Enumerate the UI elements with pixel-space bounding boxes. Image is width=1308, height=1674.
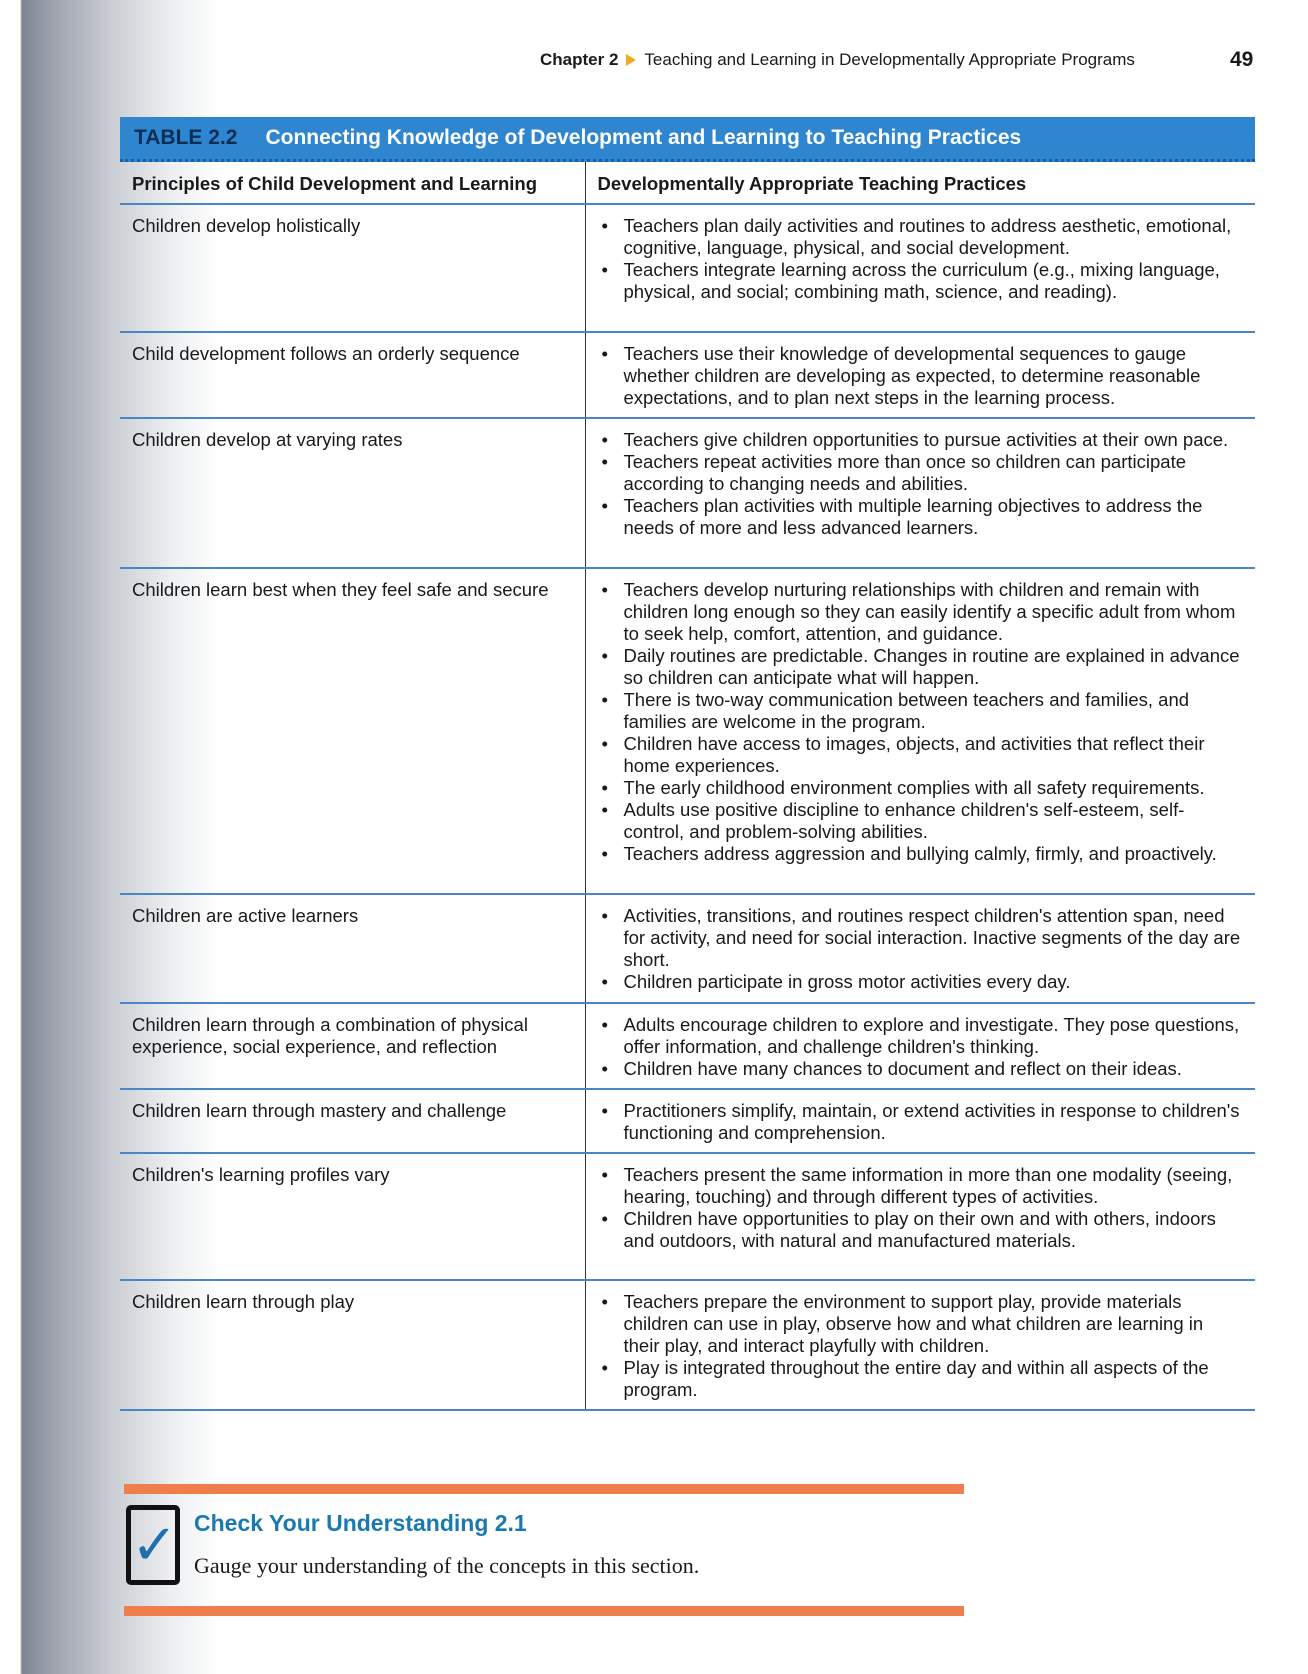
running-header xyxy=(540,50,1135,70)
table-title: Connecting Knowledge of Development and Learning to Teaching Practices xyxy=(265,126,1022,149)
practice-item: • Practitioners simplify, maintain, or extend activities in response to children's functioning and comprehension. xyxy=(598,1100,1244,1144)
practice-item: • Play is integrated throughout the entire day and within all aspects of the program. xyxy=(598,1357,1244,1401)
practices-cell xyxy=(585,1089,1255,1153)
chapter-title: Teaching and Learning in Developmentally Appropriate Programs xyxy=(644,50,1135,69)
principle-cell: Children learn through play xyxy=(120,1280,585,1410)
practices-cell xyxy=(585,894,1255,1003)
table-row xyxy=(120,1153,1255,1280)
practice-item: • Daily routines are predictable. Changes in routine are explained in advance so children can anticipate what will happen. xyxy=(598,645,1244,689)
practice-item: • Adults encourage children to explore and investigate. They pose questions, offer information, and challenge children's thinking. xyxy=(598,1014,1244,1058)
principles-table xyxy=(120,162,1255,1411)
practice-item: • Teachers plan activities with multiple learning objectives to address the needs of more and less advanced learners. xyxy=(598,495,1244,539)
divider-bar xyxy=(124,1606,964,1616)
practices-cell xyxy=(585,1280,1255,1410)
arrow-icon xyxy=(626,54,636,66)
practices-cell xyxy=(585,204,1255,332)
practice-item: • Activities, transitions, and routines respect children's attention span, need for activity, and need for social interaction. Inactive segments of the day are short. xyxy=(598,905,1244,971)
practices-cell xyxy=(585,1153,1255,1280)
table-number: TABLE 2.2 xyxy=(134,126,238,149)
table-row xyxy=(120,1089,1255,1153)
principle-cell: Children learn through mastery and challenge xyxy=(120,1089,585,1153)
table-row xyxy=(120,332,1255,418)
practices-cell xyxy=(585,1003,1255,1089)
table-row xyxy=(120,568,1255,894)
practice-item: • The early childhood environment complies with all safety requirements. xyxy=(598,777,1244,799)
practice-item: • Teachers plan daily activities and routines to address aesthetic, emotional, cognitive, language, physical, and social development. xyxy=(598,215,1244,259)
practices-cell xyxy=(585,418,1255,568)
practice-item: • Teachers develop nurturing relationships with children and remain with children long enough so they can easily identify a specific adult from whom to seek help, comfort, attention, and guidance. xyxy=(598,579,1244,645)
practice-item: • Children have opportunities to play on their own and with others, indoors and outdoors, with natural and manufactured materials. xyxy=(598,1208,1244,1252)
practice-item: • Teachers use their knowledge of developmental sequences to gauge whether children are developing as expected, to determine reasonable expectations, and to plan next steps in the learning process. xyxy=(598,343,1244,409)
practice-item: • Children participate in gross motor activities every day. xyxy=(598,971,1244,993)
table-title-bar xyxy=(120,117,1255,162)
practices-cell xyxy=(585,568,1255,894)
practice-item: • Teachers present the same information in more than one modality (seeing, hearing, touching) and through different types of activities. xyxy=(598,1164,1244,1208)
chapter-label: Chapter 2 xyxy=(540,50,619,69)
practice-item: • Teachers address aggression and bullying calmly, firmly, and proactively. xyxy=(598,843,1244,865)
check-understanding-link[interactable]: Check Your Understanding 2.1 xyxy=(194,1510,527,1536)
principle-cell: Children's learning profiles vary xyxy=(120,1153,585,1280)
practice-item: • There is two-way communication between teachers and families, and families are welcome in the program. xyxy=(598,689,1244,733)
practices-cell xyxy=(585,332,1255,418)
table-row xyxy=(120,418,1255,568)
practice-item: • Teachers give children opportunities to pursue activities at their own pace. xyxy=(598,429,1244,451)
practice-item: • Teachers integrate learning across the curriculum (e.g., mixing language, physical, and social; combining math, science, and reading). xyxy=(598,259,1244,303)
table-row xyxy=(120,1003,1255,1089)
table-row xyxy=(120,204,1255,332)
practice-item: • Teachers repeat activities more than once so children can participate according to changing needs and abilities. xyxy=(598,451,1244,495)
check-understanding-text: Gauge your understanding of the concepts in this section. xyxy=(194,1553,700,1578)
practice-item: • Teachers prepare the environment to support play, provide materials children can use in play, observe how and what children are learning in their play, and interact playfully with children. xyxy=(598,1291,1244,1357)
divider-bar xyxy=(124,1484,964,1494)
principle-cell: Children are active learners xyxy=(120,894,585,1003)
principle-cell: Children develop at varying rates xyxy=(120,418,585,568)
principle-cell: Children develop holistically xyxy=(120,204,585,332)
column-header: Principles of Child Development and Learning xyxy=(120,162,585,204)
practice-item: • Children have many chances to document and reflect on their ideas. xyxy=(598,1058,1244,1080)
table-row xyxy=(120,894,1255,1003)
principle-cell: Children learn best when they feel safe and secure xyxy=(120,568,585,894)
principle-cell: Children learn through a combination of physical experience, social experience, and reflection xyxy=(120,1003,585,1089)
practice-item: • Adults use positive discipline to enhance children's self-esteem, self-control, and problem-solving abilities. xyxy=(598,799,1244,843)
table-row xyxy=(120,1280,1255,1410)
principle-cell: Child development follows an orderly sequence xyxy=(120,332,585,418)
checkmark-icon: ✓ xyxy=(126,1505,180,1585)
practice-item: • Children have access to images, objects, and activities that reflect their home experiences. xyxy=(598,733,1244,777)
column-header: Developmentally Appropriate Teaching Practices xyxy=(597,172,1027,194)
page-number: 49 xyxy=(1230,48,1254,71)
